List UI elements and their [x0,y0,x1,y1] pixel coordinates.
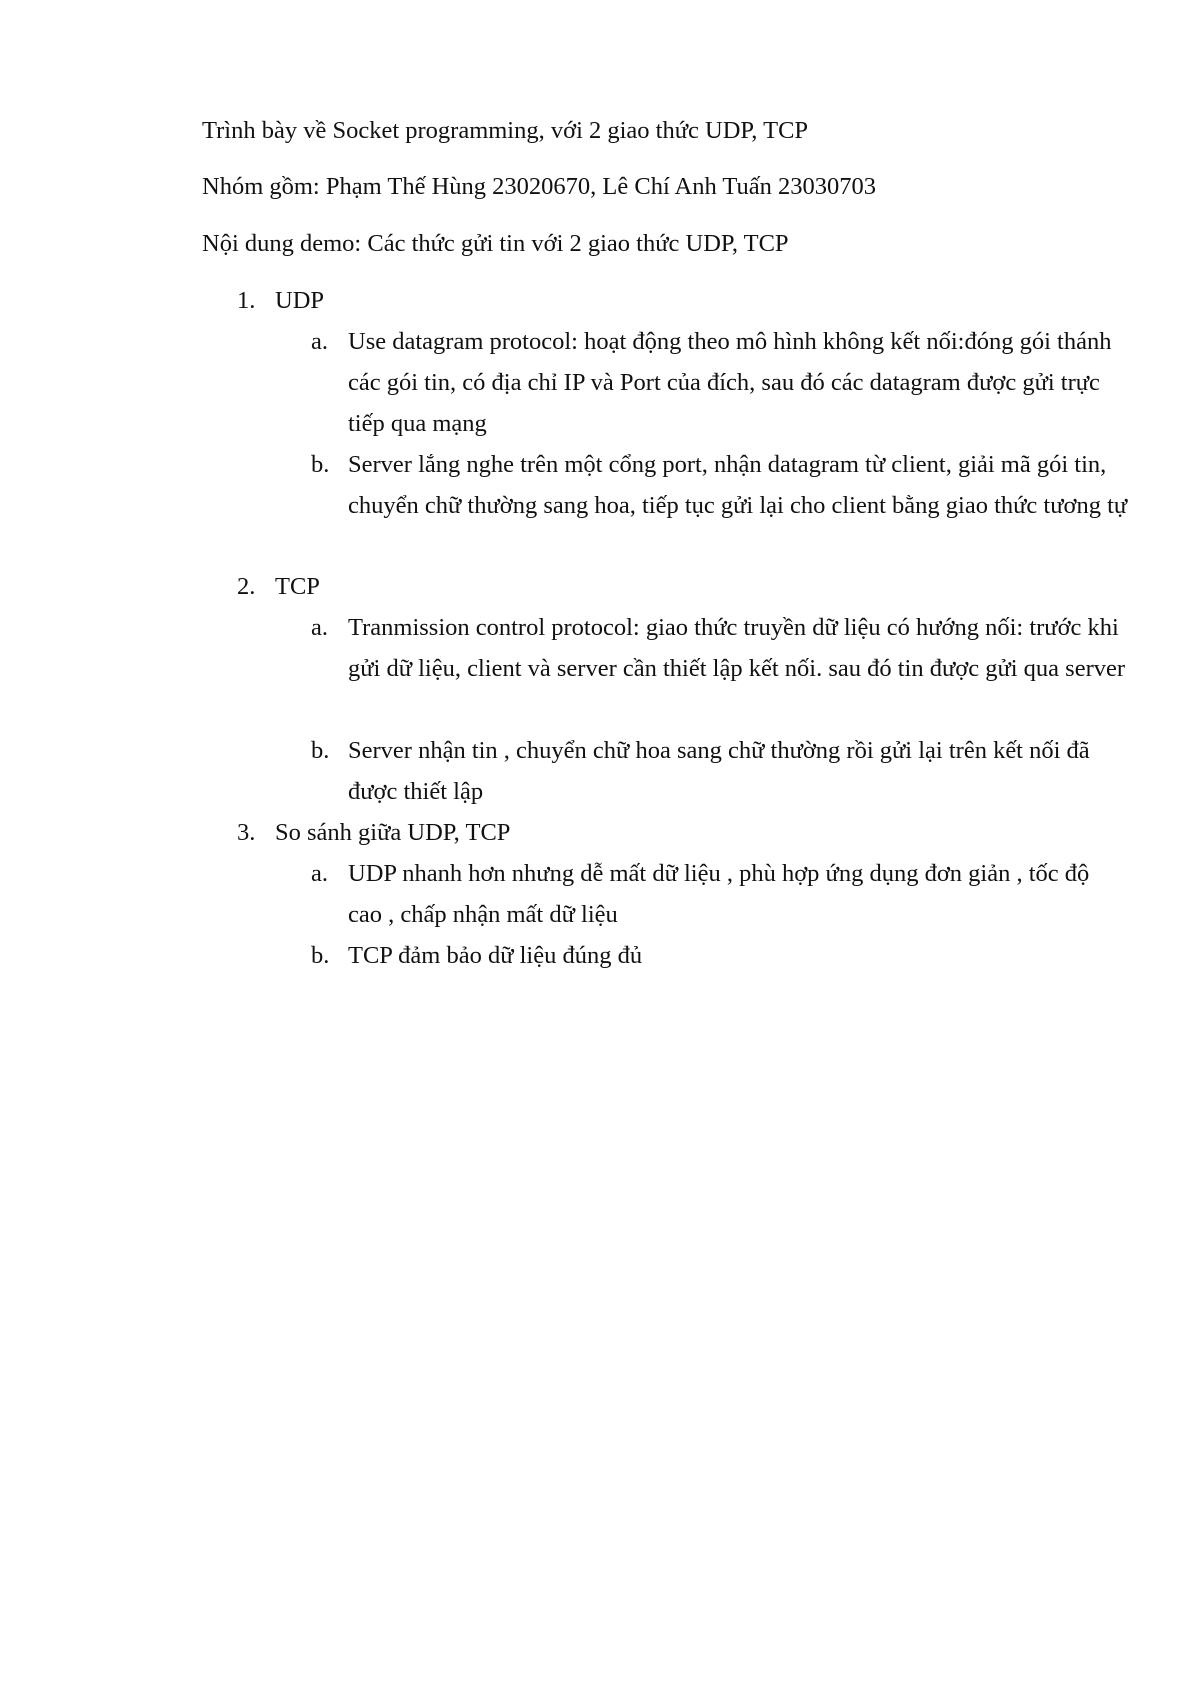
demo-content: Nội dung demo: Các thức gửi tin với 2 giao thức UDP, TCP [202,230,789,257]
section-number: 2. [237,573,256,600]
section-title-tcp: TCP [275,573,320,600]
document-title: Trình bày về Socket programming, với 2 giao thức UDP, TCP [202,117,809,144]
list-item-text: Use datagram protocol: hoạt động theo mô hình không kết nối:đóng gói thánh các gói tin, có địa chỉ IP và Port của đích, sau đó các datagram được gửi trực tiếp qua mạng [348,328,1112,437]
group-members: Nhóm gồm: Phạm Thế Hùng 23020670, Lê Chí Anh Tuấn 23030703 [202,173,877,200]
list-item-letter: b. [311,942,330,969]
list-item-letter: b. [311,451,330,478]
list-item-text: UDP nhanh hơn nhưng dễ mất dữ liệu , phù hợp ứng dụng đơn giản , tốc độ cao , chấp nhận mất dữ liệu [348,860,1090,928]
list-item-letter: a. [311,614,328,641]
section-number: 3. [237,819,256,846]
list-item-text: Server lắng nghe trên một cổng port, nhận datagram từ client, giải mã gói tin, chuyển chữ thường sang hoa, tiếp tục gửi lại cho client bằng giao thức tương tự [348,451,1128,519]
list-item-letter: a. [311,328,328,355]
section-title-udp: UDP [275,287,325,314]
section-title-comparison: So sánh giữa UDP, TCP [275,819,511,846]
list-item-text: Tranmission control protocol: giao thức truyền dữ liệu có hướng nối: trước khi gửi dữ liệu, client và server cần thiết lập kết nối. sau đó tin được gửi qua server [348,614,1126,682]
list-item-letter: b. [311,737,330,764]
section-number: 1. [237,287,256,314]
list-item-text: Server nhận tin , chuyển chữ hoa sang chữ thường rồi gửi lại trên kết nối đã được thiết lập [348,737,1090,805]
list-item-text: TCP đảm bảo dữ liệu đúng đủ [348,942,643,969]
list-item-letter: a. [311,860,328,887]
